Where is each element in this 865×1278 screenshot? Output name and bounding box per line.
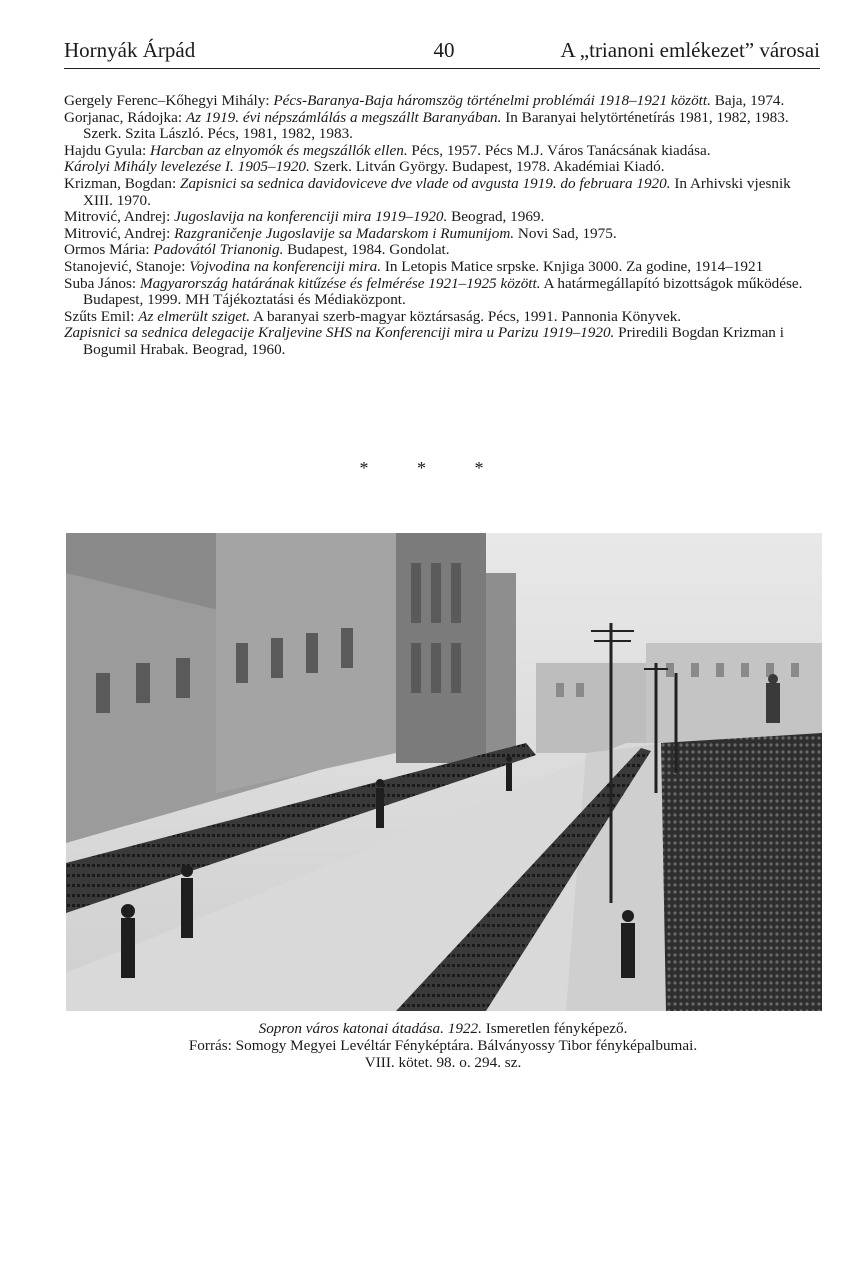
reference-entry: Suba János: Magyarország határának kitűzése és felmérése 1921–1925 között. A határmegállapító bizottságok működése. Budapest, 1999. MH Tájékoztatási és Médiaközpont. [64, 274, 803, 309]
reference-entry: Ormos Mária: Padovától Trianonig. Budapest, 1984. Gondolat. [64, 241, 450, 259]
reference-entry: Mitrović, Andrej: Jugoslavija na konferenciji mira 1919–1920. Beograd, 1969. [64, 208, 545, 226]
caption-source-line: Forrás: Somogy Megyei Levéltár Fényképtára. Bálványossy Tibor fényképalbumai. [188, 1037, 698, 1054]
caption-volume-line: VIII. kötet. 98. o. 294. sz. [364, 1054, 522, 1071]
reference-entry: Szűts Emil: Az elmerült sziget. A baranyai szerb-magyar köztársaság. Pécs, 1991. Pannonia Könyvek. [64, 307, 682, 325]
reference-entry: Mitrović, Andrej: Razgraničenje Jugoslavije sa Madarskom i Rumunijom. Novi Sad, 1975. [64, 224, 617, 242]
reference-entry: Stanojević, Stanoje: Vojvodina na konferenciji mira. In Letopis Matice srpske. Knjiga 3000. Za godine, 1914–1921 [64, 257, 764, 275]
caption-title: Sopron város katonai átadása. 1922. [258, 1020, 482, 1037]
page-number: 40 [433, 38, 455, 62]
reference-entry: Károlyi Mihály levelezése I. 1905–1920. Szerk. Litván György. Budapest, 1978. Akadémiai Kiadó. [64, 158, 665, 176]
reference-entry: Gorjanac, Rádojka: Az 1919. évi népszámlálás a megszállt Baranyában. In Baranyai helytörténetírás 1981, 1982, 1983. Szerk. Szita László. Pécs, 1981, 1982, 1983. [64, 108, 789, 143]
reference-entry: Hajdu Gyula: Harcban az elnyomók és megszállók ellen. Pécs, 1957. Pécs M.J. Város Tanácsának kiadása. [64, 141, 711, 159]
header-running-title: A „trianoni emlékezet” városai [560, 38, 820, 62]
photo-caption [60, 1020, 826, 1071]
caption-photographer: Ismeretlen fényképező. [481, 1020, 628, 1037]
reference-entry: Krizman, Bogdan: Zapisnici sa sednica davidoviceve dve vlade od avgusta 1919. do februara 1920. In Arhivski vjesnik XIII. 1970. [64, 174, 791, 209]
bibliography [64, 93, 820, 359]
running-header [64, 36, 820, 69]
caption-title-line [60, 1020, 826, 1037]
historical-photograph [66, 533, 822, 1011]
section-separator: * * * [359, 458, 506, 478]
header-author: Hornyák Árpád [64, 38, 196, 62]
reference-entry: Gergely Ferenc–Kőhegyi Mihály: Pécs-Baranya-Baja háromszög történelmi problémái 1918–1921 között. Baja, 1974. [64, 92, 785, 109]
reference-entry: Zapisnici sa sednica delegacije Kraljevine SHS na Konferenciji mira u Parizu 1919–1920. Priredili Bogdan Krizman i Bogumil Hrabak. Beograd, 1960. [64, 324, 784, 358]
